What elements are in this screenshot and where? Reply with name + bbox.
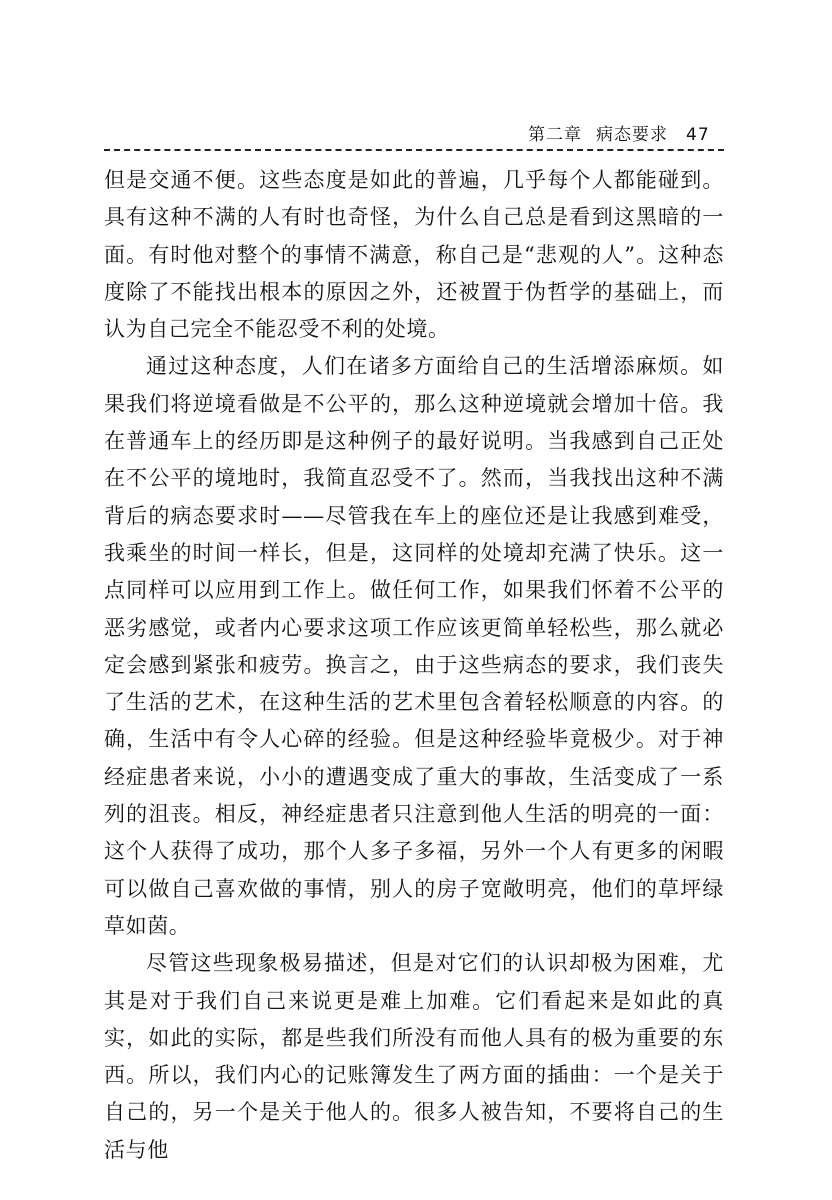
paragraph-continued: 但是交通不便。这些态度是如此的普遍，几乎每个人都能碰到。具有这种不满的人有时也奇怪，为什么自己总是看到这黑暗的一面。有时他对整个的事情不满意，称自己是“悲观的人”。这种态度除了不能找出根本的原因之外，还被置于伪哲学的基础上，而认为自己完全不能忍受不利的处境。 [104,168,724,342]
paragraph: 尽管这些现象极易描述，但是对它们的认识却极为困难，尤其是对于我们自己来说更是难上加难。它们看起来是如此的真实，如此的实际，都是些我们所没有而他人具有的极为重要的东西。所以，我们内心的记账簿发生了两方面的插曲：一个是关于自己的，另一个是关于他人的。很多人被告知，不要将自己的生活与他 [104,951,724,1162]
running-head [528,120,728,145]
page-number: 47 [686,125,710,145]
body-text [104,162,724,1169]
paragraph: 通过这种态度，人们在诸多方面给自己的生活增添麻烦。如果我们将逆境看做是不公平的，那么这种逆境就会增加十倍。我在普通车上的经历即是这种例子的最好说明。当我感到自己正处在不公平的境地时，我简直忍受不了。然而，当我找出这种不满背后的病态要求时——尽管我在车上的座位还是让我感到难受，我乘坐的时间一样长，但是，这同样的处境却充满了快乐。这一点同样可以应用到工作上。做任何工作，如果我们怀着不公平的恶劣感觉，或者内心要求这项工作应该更简单轻松些，那么就必定会感到紧张和疲劳。换言之，由于这些病态的要求，我们丧失了生活的艺术，在这种生活的艺术里包含着轻松顺意的内容。的确，生活中有令人心碎的经验。但是这种经验毕竟极少。对于神经症患者来说，小小的遭遇变成了重大的事故，生活变成了一系列的沮丧。相反，神经症患者只注意到他人生活的明亮的一面：这个人获得了成功，那个人多子多福，另外一个人有更多的闲暇可以做自己喜欢做的事情，别人的房子宽敞明亮，他们的草坪绿草如茵。 [104,354,724,938]
header-rule [104,149,724,151]
chapter-label: 第二章 [528,125,582,145]
chapter-title: 病态要求 [596,125,668,145]
